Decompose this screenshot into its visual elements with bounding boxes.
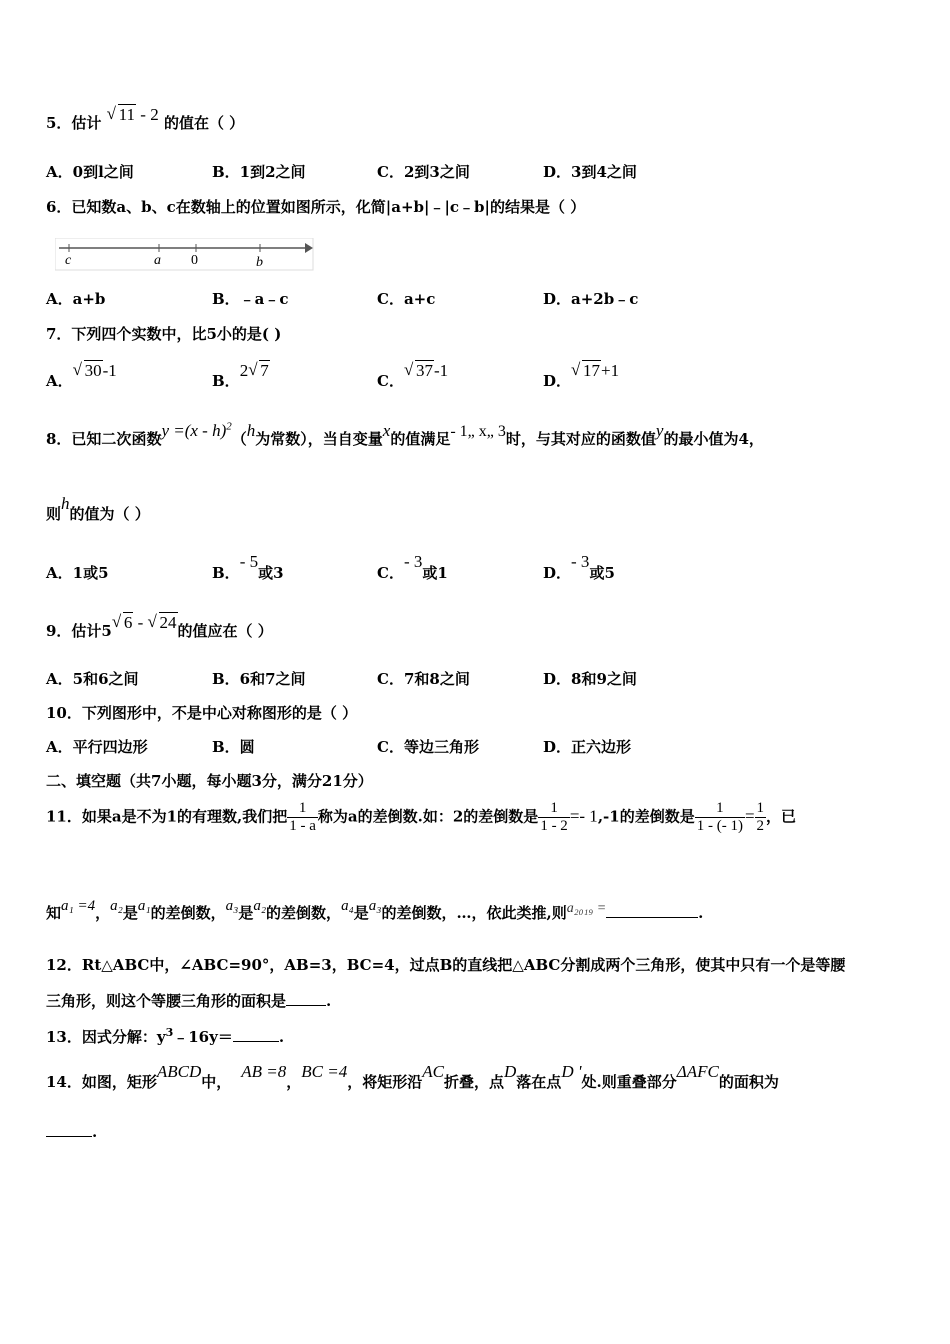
q9-part2: 的值应在（ ） xyxy=(177,622,273,640)
q5-option-d: D．3到4之间 xyxy=(543,163,637,181)
q8-a-letter: A． xyxy=(46,564,73,582)
q10-option-b: B．圆 xyxy=(212,738,255,756)
label-c: c xyxy=(65,253,72,268)
q7-option-c-letter: C． xyxy=(377,372,404,390)
q9-part1: 9．估计5 xyxy=(46,622,112,640)
q14-part1: 14．如图，矩形 xyxy=(46,1073,157,1091)
q8-h-2: h xyxy=(61,494,70,513)
q7-a-tail: -1 xyxy=(102,361,117,380)
q7-option-b xyxy=(212,360,270,390)
q11-is1: 是 xyxy=(122,904,138,922)
q14-line2 xyxy=(46,1123,97,1141)
q8-formula-base: y =(x - h) xyxy=(161,421,227,440)
q7-d-radicand: 17 xyxy=(583,361,601,380)
q14-afc: ΔAFC xyxy=(676,1062,719,1081)
q11-of2: 的差倒数， xyxy=(266,904,342,922)
q5-radicand: 11 xyxy=(118,105,136,124)
q8-formula xyxy=(161,421,231,440)
q8-b-pre: - 5 xyxy=(239,552,259,571)
q11-frac3-den: 1 - (- 1) xyxy=(696,818,743,834)
q11-part4: ，已 xyxy=(766,807,797,826)
q8-option-d xyxy=(543,552,615,583)
q8-b-letter: B． xyxy=(212,564,240,582)
q8-part3: 为常数），当自变量 xyxy=(255,430,383,448)
q11-a3: a₃ xyxy=(225,898,239,914)
q7-b-coef: 2 xyxy=(239,361,249,380)
q11-is2: 是 xyxy=(238,904,254,922)
q14-ab: AB =8 xyxy=(241,1062,287,1081)
q7-option-a-expr: √ 30-1 xyxy=(72,360,117,380)
q10-option-c: C．等边三角形 xyxy=(377,738,479,756)
q13-stem xyxy=(46,1026,284,1047)
q6-stem: 6．已知数a、b、c在数轴上的位置如图所示，化简|a+b|﹣|c﹣b|的结果是（ ） xyxy=(46,198,586,216)
q14-ac: AC xyxy=(422,1062,444,1081)
q8-line2-end: 的值为（ ） xyxy=(69,505,150,523)
q9-option-d: D．8和9之间 xyxy=(543,670,637,688)
q8-stem xyxy=(46,420,764,449)
q11-line2-end: 的差倒数，…，依此类推,则 xyxy=(381,904,567,922)
q7-option-d-letter: D． xyxy=(543,372,572,390)
q14-part2: 中， xyxy=(201,1073,232,1091)
q8-d-pre: - 3 xyxy=(571,552,590,571)
q12-period: . xyxy=(326,992,332,1010)
q9-stem xyxy=(46,612,273,641)
q7-a-radicand: 30 xyxy=(84,361,102,380)
number-line-figure xyxy=(55,238,315,272)
q14-part5: 落在点 xyxy=(516,1073,562,1091)
q11-frac3 xyxy=(695,800,745,835)
q9-radicand1: 6 xyxy=(123,613,133,632)
q8-option-b xyxy=(212,552,284,583)
q8-y: y xyxy=(655,421,664,440)
q14-stem xyxy=(46,1062,779,1092)
q8-part5: 时，与其对应的函数值 xyxy=(505,430,656,448)
q14-comma1: ， xyxy=(286,1073,302,1091)
q9-option-b: B．6和7之间 xyxy=(212,670,306,688)
q11-part3: ,-1的差倒数是 xyxy=(597,807,695,826)
q11-is3: 是 xyxy=(353,904,369,922)
q11-know: 知 xyxy=(46,904,62,922)
q8-part6: 的最小值为4， xyxy=(663,430,764,448)
q8-stem-line2 xyxy=(46,494,150,524)
q8-part4: 的值满足 xyxy=(390,430,451,448)
q5-option-b: B．1到2之间 xyxy=(212,163,306,181)
q7-option-d xyxy=(543,360,620,390)
q11-frac4-den: 2 xyxy=(756,818,765,834)
q9-minus: - xyxy=(133,613,148,632)
q11-comma1: ， xyxy=(95,904,111,922)
q13-part1: 13．因式分解：y xyxy=(46,1028,166,1046)
q7-b-radicand: 7 xyxy=(260,361,269,380)
q8-d-letter: D． xyxy=(543,564,572,582)
q5-option-c: C．2到3之间 xyxy=(377,163,470,181)
q7-option-c-expr: √ 37-1 xyxy=(403,360,449,380)
q13-exponent: 3 xyxy=(165,1026,174,1039)
q6-option-a: A．a+b xyxy=(46,290,106,308)
q8-b-value: 或3 xyxy=(258,564,284,582)
q11-part2: 称为a的差倒数.如：2的差倒数是 xyxy=(317,807,539,826)
q8-line2-start: 则 xyxy=(46,505,62,523)
q14-bc: BC =4 xyxy=(301,1062,348,1081)
q6-option-b: B．﹣a﹣c xyxy=(212,290,289,308)
q14-period: . xyxy=(92,1123,98,1141)
q11-a3b: a₃ xyxy=(368,898,382,914)
q8-d-value: 或5 xyxy=(589,564,615,582)
q11-a2b: a₂ xyxy=(253,898,267,914)
q5-option-a: A．0到l之间 xyxy=(46,163,134,181)
q9-expr: √ 6 - √ 24 xyxy=(111,612,177,632)
q5-expression: √ 11 - 2 xyxy=(106,104,159,124)
q11-part1: 11．如果a是不为1的有理数,我们把 xyxy=(46,807,288,826)
q14-d: D xyxy=(504,1062,517,1081)
q9-option-c: C．7和8之间 xyxy=(377,670,470,688)
q11-eq3: = xyxy=(744,806,755,826)
q7-option-c xyxy=(377,360,449,390)
q11-frac4 xyxy=(755,800,767,835)
q11-a2019: a₂₀₁₉ = xyxy=(566,901,607,916)
q11-line2 xyxy=(46,898,704,923)
q8-c-letter: C． xyxy=(377,564,404,582)
q6-option-d: D．a+2b﹣c xyxy=(543,290,639,308)
q11-frac1-den: 1 - a xyxy=(289,818,316,834)
label-a: a xyxy=(154,253,161,268)
q11-frac1-num: 1 xyxy=(287,800,318,818)
q11-a2: a₂ xyxy=(110,898,123,914)
q7-option-a xyxy=(46,360,117,390)
q5-expr-tail: - 2 xyxy=(136,105,159,124)
q13-period: . xyxy=(278,1028,285,1046)
q10-stem: 10．下列图形中，不是中心对称图形的是（ ） xyxy=(46,704,358,722)
q11-of1: 的差倒数， xyxy=(150,904,226,922)
q12-line2 xyxy=(46,990,331,1011)
q11-frac2 xyxy=(538,800,570,835)
q5-stem xyxy=(46,104,245,133)
q11-frac4-num: 1 xyxy=(756,800,765,816)
q14-answer-blank[interactable] xyxy=(46,1136,92,1137)
q14-abcd: ABCD xyxy=(156,1062,202,1081)
q13-answer-blank[interactable] xyxy=(233,1041,279,1042)
q14-part3: ，将矩形沿 xyxy=(347,1073,423,1091)
q14-part4: 折叠，点 xyxy=(444,1073,505,1091)
q8-option-c xyxy=(377,552,448,583)
q8-c-value: 或1 xyxy=(422,564,448,582)
q14-part7: 的面积为 xyxy=(718,1073,779,1091)
q8-part1: 8．已知二次函数 xyxy=(46,430,162,448)
q14-part6: 处.则重叠部分 xyxy=(581,1073,677,1091)
label-0: 0 xyxy=(191,253,198,268)
q11-a1: a₁ xyxy=(137,898,151,914)
q12-stem: 12．Rt△ABC中，∠ABC=90°，AB=3，BC=4，过点B的直线把△ABC分割成两个三角形，使其中只有一个是等腰 xyxy=(46,956,846,974)
q8-h: h xyxy=(246,421,256,440)
q9-option-a: A．5和6之间 xyxy=(46,670,139,688)
q11-frac2-den: 1 - 2 xyxy=(540,818,568,834)
q6-option-c: C．a+c xyxy=(377,290,436,308)
q7-option-b-expr: 2 √ 7 xyxy=(239,360,269,380)
q12-line2-text: 三角形，则这个等腰三角形的面积是 xyxy=(46,992,287,1010)
q11-a4: a₄ xyxy=(341,898,354,914)
q8-a-value: 1或5 xyxy=(72,564,109,582)
q7-d-tail: +1 xyxy=(601,361,620,380)
q8-x: x xyxy=(382,421,391,440)
q7-option-b-letter: B． xyxy=(212,372,240,390)
q11-frac3-num: 1 xyxy=(695,800,745,818)
q8-formula-exp: 2 xyxy=(226,420,232,433)
q14-d-prime: D ' xyxy=(561,1062,582,1081)
q11-a1-eq: a₁ =4 xyxy=(61,898,96,914)
q9-radicand2: 24 xyxy=(159,613,177,632)
q5-tail: 的值在（ ） xyxy=(163,114,245,132)
q7-c-tail: -1 xyxy=(433,361,449,380)
label-b: b xyxy=(256,255,263,270)
q5-number: 5．估计 xyxy=(46,114,102,132)
q11-answer-blank[interactable] xyxy=(606,917,698,918)
q10-option-a: A．平行四边形 xyxy=(46,738,148,756)
q7-option-d-expr: √ 17+1 xyxy=(571,360,620,380)
q13-part2: ﹣16y＝ xyxy=(173,1028,233,1046)
q7-option-a-letter: A． xyxy=(46,372,73,390)
q7-stem: 7．下列四个实数中，比5小的是( ) xyxy=(46,325,282,343)
q11-frac1 xyxy=(287,800,318,835)
arrow-head-icon xyxy=(305,243,313,253)
q11-period: . xyxy=(698,904,704,922)
q11-stem xyxy=(46,800,796,835)
q10-option-d: D．正六边形 xyxy=(543,738,632,756)
q7-c-radicand: 37 xyxy=(415,361,433,380)
q8-part2: （ xyxy=(231,430,247,448)
section-heading: 二、填空题（共7小题，每小题3分，满分21分） xyxy=(46,772,373,790)
q8-c-pre: - 3 xyxy=(403,552,423,571)
q11-eq2: =- 1 xyxy=(569,806,598,826)
q12-answer-blank[interactable] xyxy=(286,1005,326,1006)
q8-range: - 1„ x„ 3 xyxy=(450,423,506,440)
q11-frac2-num: 1 xyxy=(538,800,570,818)
q8-option-a xyxy=(46,562,109,583)
